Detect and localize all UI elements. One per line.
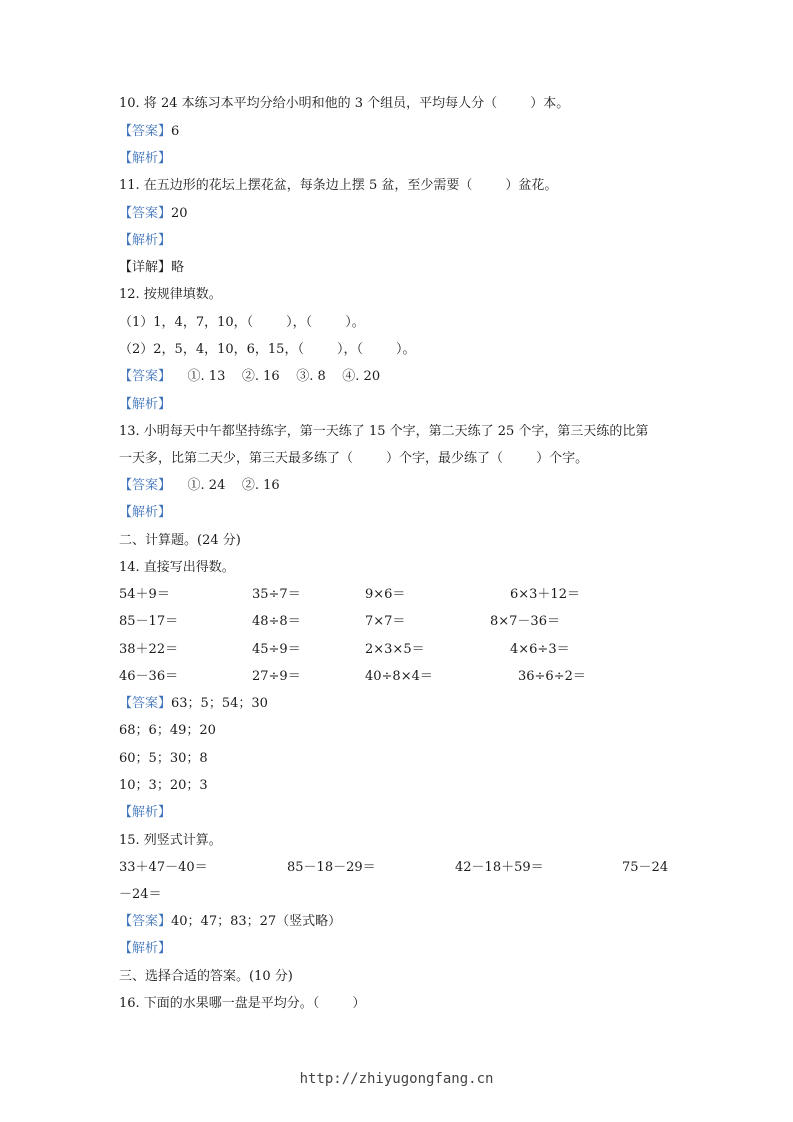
answer-row-q10 (119, 123, 179, 141)
question-11: 11. 在五边形的花坛上摆花盆，每条边上摆 5 盆，至少需要（ ）盆花。 (119, 178, 558, 193)
answer-text: ①. 24 ②. 16 (171, 478, 280, 493)
answer-row-q11 (119, 205, 188, 223)
answer-tag: 【答案】 (119, 478, 172, 493)
answer-row-q13 (119, 477, 280, 495)
answer-text: ①. 13 ②. 16 ③. 8 ④. 20 (171, 369, 381, 384)
detail-row-q11 (119, 259, 184, 277)
answer-row-q14 (119, 695, 268, 713)
calc-item: 2×3×5＝ (365, 642, 425, 657)
vertical-calc-expr: 42－18＋59＝ (455, 860, 544, 875)
footer-url: http://zhiyugongfang.cn (299, 1071, 494, 1087)
question-16: 16. 下面的水果哪一盘是平均分。（ ） (119, 996, 366, 1011)
answer-tag: 【答案】 (119, 696, 172, 711)
calc-item: 6×3＋12＝ (510, 587, 580, 602)
section-heading-3: 三、选择合适的答案。(10 分) (119, 969, 293, 984)
calc-item: 48÷8＝ (252, 614, 301, 629)
answer-text: 40；47；83；27（竖式略） (171, 914, 342, 929)
answer-row-q12 (119, 368, 380, 386)
calc-item: 45÷9＝ (252, 642, 301, 657)
answer-text: 6 (171, 124, 180, 139)
question-13-line-1: 13. 小明每天中午都坚持练字，第一天练了 15 个字，第二天练了 25 个字，第三天练的比第 (119, 424, 649, 439)
analysis-tag: 【解析】 (119, 941, 172, 956)
detail-tag: 【详解】 (119, 260, 172, 275)
detail-text: 略 (171, 260, 185, 275)
vertical-calc-expr: 85－18－29＝ (287, 860, 376, 875)
calc-item: 54＋9＝ (119, 587, 170, 602)
analysis-tag: 【解析】 (119, 151, 172, 166)
vertical-calc-expr: 75－24 (622, 860, 669, 875)
vertical-calc-expr-continued: －24＝ (119, 887, 162, 902)
answer-tag: 【答案】 (119, 914, 172, 929)
calc-item: 7×7＝ (365, 614, 406, 629)
calc-item: 9×6＝ (365, 587, 406, 602)
calc-item: 27÷9＝ (252, 669, 301, 684)
answer-row-q15 (119, 913, 341, 931)
answer-tag: 【答案】 (119, 369, 172, 384)
question-12-sub-2: （2）2，5，4，10，6，15，（ ），（ ）。 (119, 342, 416, 357)
question-12-sub-1: （1）1，4，7，10，（ ），（ ）。 (119, 315, 365, 330)
analysis-tag: 【解析】 (119, 397, 172, 412)
answer-line: 60；5；30；8 (119, 751, 208, 766)
answer-line: 10；3；20；3 (119, 778, 208, 793)
calc-item: 40÷8×4＝ (365, 669, 433, 684)
answer-text: 63；5；54；30 (171, 696, 268, 711)
analysis-tag: 【解析】 (119, 233, 172, 248)
analysis-tag: 【解析】 (119, 505, 172, 520)
question-13-line-2: 一天多，比第二天少，第三天最多练了（ ）个字，最少练了（ ）个字。 (119, 451, 589, 466)
calc-item: 35÷7＝ (252, 587, 301, 602)
calc-item: 38＋22＝ (119, 642, 179, 657)
calc-item: 85－17＝ (119, 614, 179, 629)
question-14: 14. 直接写出得数。 (119, 560, 235, 575)
calc-item: 4×6÷3＝ (510, 642, 570, 657)
answer-tag: 【答案】 (119, 124, 172, 139)
question-15: 15. 列竖式计算。 (119, 833, 222, 848)
question-10: 10. 将 24 本练习本平均分给小明和他的 3 个组员，平均每人分（ ）本。 (119, 96, 570, 111)
vertical-calc-expr: 33＋47－40＝ (119, 860, 208, 875)
answer-text: 20 (171, 206, 188, 221)
calc-item: 36÷6÷2＝ (518, 669, 586, 684)
section-heading-2: 二、计算题。(24 分) (119, 533, 241, 548)
calc-item: 8×7－36＝ (490, 614, 560, 629)
answer-line: 68；6；49；20 (119, 723, 216, 738)
question-12: 12. 按规律填数。 (119, 287, 222, 302)
answer-tag: 【答案】 (119, 206, 172, 221)
analysis-tag: 【解析】 (119, 805, 172, 820)
calc-item: 46－36＝ (119, 669, 179, 684)
